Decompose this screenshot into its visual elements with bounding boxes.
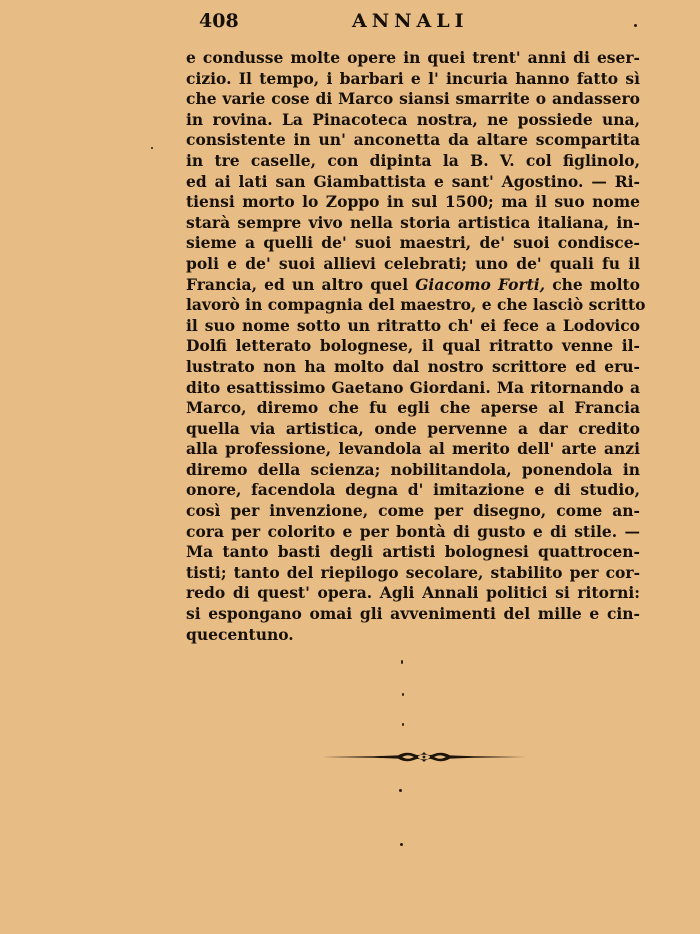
page-number: 408 — [199, 10, 239, 32]
text-line: poli e de' suoi allievi celebrati; uno de' quali fu il — [186, 253, 640, 273]
paper-speck — [402, 723, 404, 726]
text-line: il suo nome sotto un ritratto ch' ei fece a Lodovico — [186, 315, 640, 335]
text-line: Dolfi letterato bolognese, il qual ritratto venne il- — [186, 336, 640, 356]
text-line-end: che molto — [545, 274, 640, 294]
text-line: onore, facendola degna d' imitazione e di studio, — [186, 480, 640, 500]
text-line: che varie cose di Marco siansi smarrite o andassero — [186, 89, 640, 109]
text-line: si espongano omai gli avvenimenti del mille e cin- — [186, 604, 640, 624]
text-line-with-italic-name — [186, 275, 640, 296]
running-head: ANNALI — [352, 10, 469, 32]
text-line: in rovina. La Pinacoteca nostra, ne possiede una, — [186, 109, 640, 129]
text-line: e condusse molte opere in quei trent' anni di eser- — [186, 48, 640, 67]
text-line: ed ai lati san Giambattista e sant' Agostino. — Ri- — [186, 171, 640, 191]
paper-speck — [401, 660, 403, 664]
body-text — [186, 48, 646, 645]
ornament-rule-icon — [322, 748, 526, 766]
text-line: sieme a quelli de' suoi maestri, de' suoi condisce- — [186, 233, 640, 253]
text-line-last: quecentuno. — [186, 624, 294, 644]
text-line: cora per colorito e per bontà di gusto e di stile. — — [186, 521, 640, 541]
text-line: tiensi morto lo Zoppo in sul 1500; ma il suo nome — [186, 192, 640, 212]
text-line: cizio. Il tempo, i barbari e l' incuria hanno fatto sì — [186, 68, 640, 88]
paper-speck — [399, 789, 402, 792]
text-line: quella via artistica, onde pervenne a dar credito — [186, 418, 640, 438]
text-line: in tre caselle, con dipinta la B. V. col figlinolo, — [186, 150, 640, 170]
text-line: lustrato non ha molto dal nostro scrittore ed eru- — [186, 356, 640, 376]
paper-speck — [400, 843, 403, 846]
text-line: starà sempre vivo nella storia artistica italiana, in- — [186, 212, 640, 232]
text-line-start: Francia, ed un altro quel — [186, 274, 416, 294]
text-line: Ma tanto basti degli artisti bolognesi quattrocen- — [186, 542, 640, 562]
text-line: consistente in un' anconetta da altare scompartita — [186, 130, 640, 150]
text-line: alla professione, levandola al merito dell' arte anzi — [186, 439, 640, 459]
text-line: redo di quest' opera. Agli Annali politici si ritorni: — [186, 583, 640, 603]
italic-name: Giacomo Forti, — [415, 274, 546, 294]
text-line: così per invenzione, come per disegno, come an- — [186, 501, 640, 521]
text-line: Marco, diremo che fu egli che aperse al Francia — [186, 398, 640, 418]
paper-speck — [634, 24, 637, 27]
text-line: lavorò in compagnia del maestro, e che lasciò scritto — [186, 295, 646, 315]
text-line: tisti; tanto del riepilogo secolare, stabilito per cor- — [186, 562, 640, 582]
text-line: dito esattissimo Gaetano Giordani. Ma ritornando a — [186, 377, 640, 397]
paper-speck — [402, 693, 404, 696]
paper-speck — [151, 147, 153, 149]
text-line: diremo della scienza; nobilitandola, ponendola in — [186, 459, 640, 479]
